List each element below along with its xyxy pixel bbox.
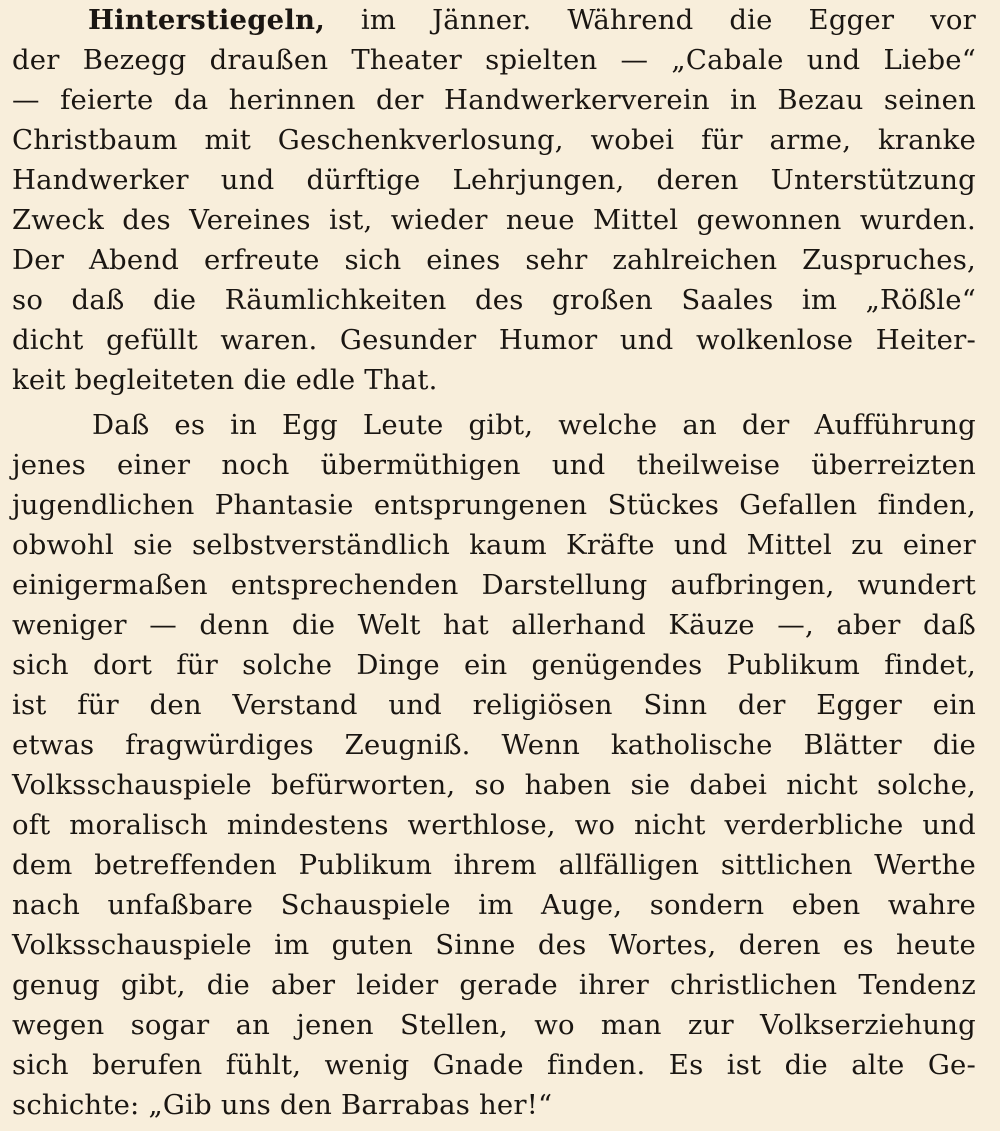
text-line: jugendlichen Phantasie entsprungenen Stückes Gefallen finden, xyxy=(12,489,976,521)
text-line: etwas fragwürdiges Zeugniß. Wenn katholische Blätter die xyxy=(12,729,976,761)
text-line: einigermaßen entsprechenden Darstellung aufbringen, wundert xyxy=(12,569,976,601)
text-line: sich berufen fühlt, wenig Gnade finden. Es ist die alte Ge- xyxy=(12,1049,976,1081)
text-line: Zweck des Vereines ist, wieder neue Mittel gewonnen wurden. xyxy=(12,204,976,236)
text-line: ist für den Verstand und religiösen Sinn der Egger ein xyxy=(12,689,976,721)
text-line: weniger — denn die Welt hat allerhand Käuze —, aber daß xyxy=(12,609,976,641)
text-line: so daß die Räumlichkeiten des großen Saales im „Rößle“ xyxy=(12,284,976,316)
text-line: dicht gefüllt waren. Gesunder Humor und wolkenlose Heiter- xyxy=(12,324,976,356)
dateline-place: Hinterstiegeln, xyxy=(88,4,325,36)
text-line: der Bezegg draußen Theater spielten — „Cabale und Liebe“ xyxy=(12,44,976,76)
text-line: — feierte da herinnen der Handwerkerverein in Bezau seinen xyxy=(12,84,976,116)
text-line: jenes einer noch übermüthigen und theilweise überreizten xyxy=(12,449,976,481)
text-line: Der Abend erfreute sich eines sehr zahlreichen Zuspruches, xyxy=(12,244,976,276)
text-line: sich dort für solche Dinge ein genügendes Publikum findet, xyxy=(12,649,976,681)
text-line: Volksschauspiele befürworten, so haben sie dabei nicht solche, xyxy=(12,769,976,801)
text-line: Daß es in Egg Leute gibt, welche an der Aufführung xyxy=(92,409,976,441)
text-line: schichte: „Gib uns den Barrabas her!“ xyxy=(12,1089,553,1121)
text-line: nach unfaßbare Schauspiele im Auge, sondern eben wahre xyxy=(12,889,976,921)
text-line xyxy=(88,0,976,40)
text-line: dem betreffenden Publikum ihrem allfälligen sittlichen Werthe xyxy=(12,849,976,881)
text-line: Handwerker und dürftige Lehrjungen, deren Unterstützung xyxy=(12,164,976,196)
text-line: oft moralisch mindestens werthlose, wo nicht verderbliche und xyxy=(12,809,976,841)
text-line: Christbaum mit Geschenkverlosung, wobei für arme, kranke xyxy=(12,124,976,156)
dateline-rest: im Jänner. Während die Egger vor xyxy=(324,4,976,36)
text-line: obwohl sie selbstverständlich kaum Kräfte und Mittel zu einer xyxy=(12,529,976,561)
text-line: wegen sogar an jenen Stellen, wo man zur Volkserziehung xyxy=(12,1009,976,1041)
text-line: genug gibt, die aber leider gerade ihrer christlichen Tendenz xyxy=(12,969,976,1001)
text-line: keit begleiteten die edle That. xyxy=(12,364,438,396)
text-line: Volksschauspiele im guten Sinne des Wortes, deren es heute xyxy=(12,929,976,961)
